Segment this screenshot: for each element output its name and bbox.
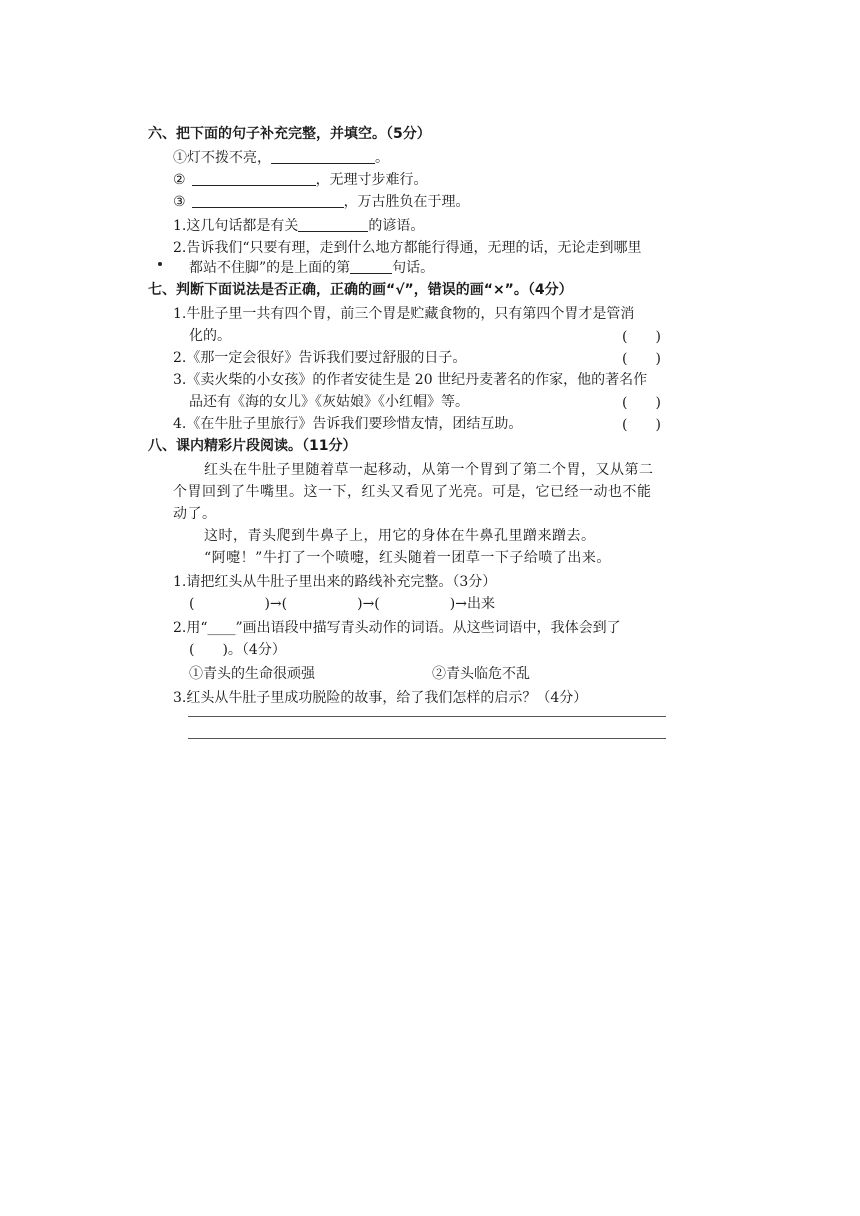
answer-line-1[interactable] bbox=[188, 716, 666, 717]
section-7-title: 七、判断下面说法是否正确，正确的画“√”，错误的画“×”。（4分） bbox=[148, 282, 573, 298]
s6-question-1 bbox=[173, 216, 424, 236]
s7-question-1a: 1.牛肚子里一共有四个胃，前三个胃是贮藏食物的，只有第四个胃才是管消 bbox=[173, 306, 635, 322]
s8-question-2b[interactable]: ( )。（4分） bbox=[189, 642, 286, 658]
s6-line-2-num: ② bbox=[173, 172, 186, 188]
s6-line-1-text: ①灯不拨不亮， bbox=[173, 150, 271, 166]
scan-dot bbox=[158, 262, 162, 266]
s7-question-3a: 3.《卖火柴的小女孩》的作者安徒生是 20 世纪丹麦著名的作家，他的著名作 bbox=[173, 372, 648, 388]
passage-paragraph-3: “阿嚏！”牛打了一个喷嚏，红头随着一团草一下子给喷了出来。 bbox=[204, 550, 611, 566]
s6-q2b-text: 都站不住脚”的是上面的第 bbox=[189, 260, 351, 276]
answer-blank[interactable] bbox=[350, 259, 392, 274]
answer-blank[interactable] bbox=[192, 193, 344, 208]
answer-blank[interactable] bbox=[192, 171, 316, 186]
s6-line-3 bbox=[173, 192, 470, 212]
s6-q1-end: 的谚语。 bbox=[368, 218, 425, 234]
s7-question-1b: 化的。 bbox=[189, 328, 231, 344]
s6-question-2b bbox=[189, 258, 434, 278]
answer-parentheses[interactable]: ( ) bbox=[622, 351, 661, 367]
s7-question-3b: 品还有《海的女儿》《灰姑娘》《小红帽》等。 bbox=[189, 394, 469, 410]
option-2[interactable]: ②青头临危不乱 bbox=[432, 666, 530, 682]
s6-line-1-end: 。 bbox=[375, 150, 389, 166]
s6-question-2a: 2.告诉我们“只要有理，走到什么地方都能行得通，无理的话，无论走到哪里 bbox=[173, 240, 642, 256]
answer-parentheses[interactable]: ( ) bbox=[622, 329, 661, 345]
answer-blank[interactable] bbox=[298, 217, 368, 232]
s8-question-3: 3.红头从牛肚子里成功脱险的故事，给了我们怎样的启示？（4分） bbox=[173, 690, 588, 706]
s6-line-1 bbox=[173, 148, 389, 168]
route-answer-row[interactable]: ( )→( )→( )→出来 bbox=[189, 596, 495, 612]
s6-line-3-text: ，万古胜负在于理。 bbox=[343, 194, 470, 210]
passage-paragraph-1a: 红头在牛肚子里随着草一起移动，从第一个胃到了第二个胃，又从第二 bbox=[204, 462, 654, 478]
answer-line-2[interactable] bbox=[188, 738, 666, 739]
passage-paragraph-1c: 动了。 bbox=[173, 506, 217, 522]
s7-question-2: 2.《那一定会很好》告诉我们要过舒服的日子。 bbox=[173, 350, 467, 366]
answer-parentheses[interactable]: ( ) bbox=[622, 417, 661, 433]
section-6-title: 六、把下面的句子补充完整，并填空。（5分） bbox=[148, 126, 431, 142]
section-8-title: 八、课内精彩片段阅读。（11分） bbox=[148, 438, 357, 454]
s8-question-1: 1.请把红头从牛肚子里出来的路线补充完整。（3分） bbox=[173, 574, 497, 590]
s6-line-3-num: ③ bbox=[173, 194, 186, 210]
passage-paragraph-2: 这时，青头爬到牛鼻子上，用它的身体在牛鼻孔里蹭来蹭去。 bbox=[204, 528, 596, 544]
answer-parentheses[interactable]: ( ) bbox=[622, 395, 661, 411]
option-1[interactable]: ①青头的生命很顽强 bbox=[189, 666, 315, 682]
s6-line-2 bbox=[173, 170, 428, 190]
s7-question-4: 4.《在牛肚子里旅行》告诉我们要珍惜友情，团结互助。 bbox=[173, 416, 523, 432]
s6-line-2-text: ，无理寸步难行。 bbox=[315, 172, 428, 188]
passage-paragraph-1b: 个胃回到了牛嘴里。这一下，红头又看见了光亮。可是，它已经一动也不能 bbox=[173, 484, 652, 500]
s6-q1-text: 1.这几句话都是有关 bbox=[173, 218, 299, 234]
s6-q2b-end: 句话。 bbox=[392, 260, 435, 276]
answer-blank[interactable] bbox=[271, 149, 375, 164]
s8-question-2a: 2.用“____”画出语段中描写青头动作的词语。从这些词语中，我体会到了 bbox=[173, 620, 621, 636]
